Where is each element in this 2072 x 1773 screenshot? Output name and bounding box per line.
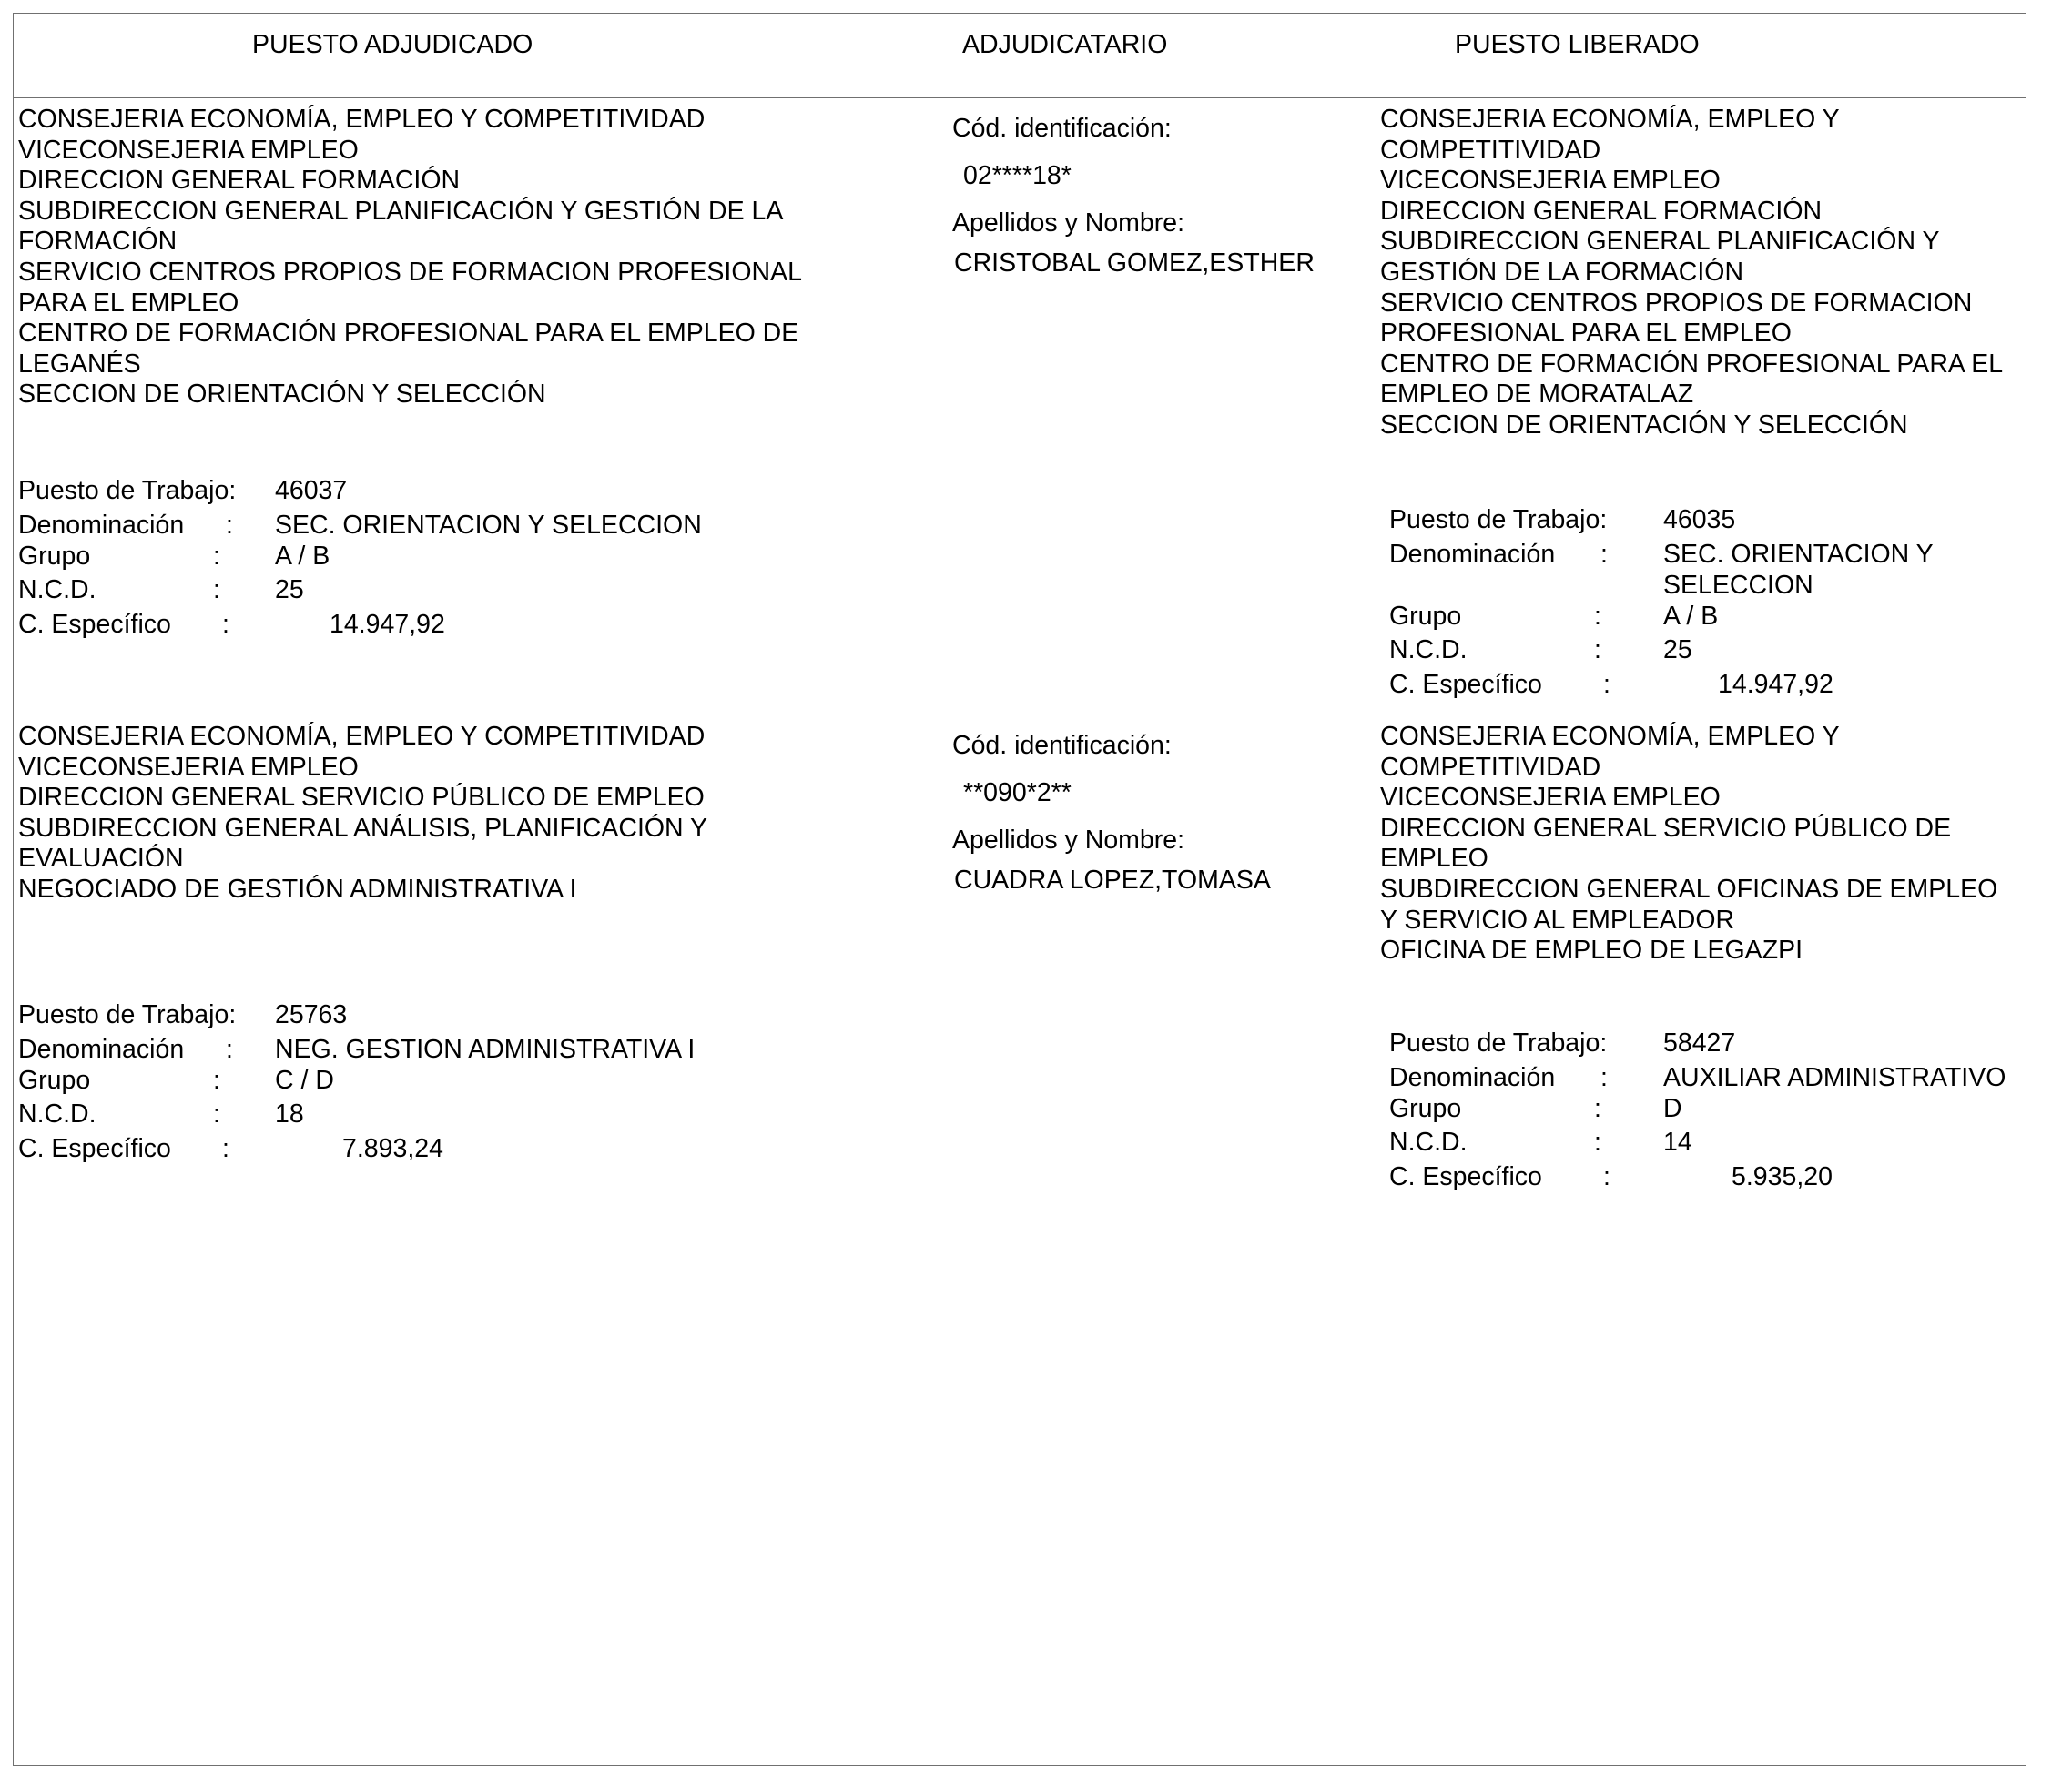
detail-row-denominacion: [18, 1035, 838, 1066]
detail-row-c-especifico: [18, 1134, 838, 1169]
denominacion-label: Denominación: [1389, 539, 1556, 569]
colon: :: [222, 609, 229, 639]
detail-row-c-especifico: [1389, 670, 2026, 704]
grupo-label: Grupo: [1389, 601, 1462, 631]
puesto-trabajo-label: Puesto de Trabajo:: [1389, 505, 1608, 534]
colon: :: [222, 1133, 229, 1163]
org-line: SUBDIRECCION GENERAL PLANIFICACIÓN Y: [1380, 227, 1940, 257]
colon: :: [1600, 1062, 1608, 1092]
org-line: PARA EL EMPLEO: [18, 288, 239, 318]
detail-row-ncd: [1389, 635, 2026, 670]
grupo-value: A / B: [1663, 601, 1719, 631]
detail-row-puesto: [18, 476, 838, 511]
c-especifico-label: C. Específico: [1389, 669, 1542, 699]
org-line: FORMACIÓN: [18, 227, 178, 257]
org-line: DIRECCION GENERAL FORMACIÓN: [18, 166, 461, 196]
ncd-label: N.C.D.: [1389, 635, 1468, 665]
detail-row-puesto: [18, 1000, 838, 1035]
entry-2-liberado-details: [1389, 1028, 2026, 1196]
cod-identificacion-label: Cód. identificación:: [952, 114, 1172, 143]
org-line: EVALUACIÓN: [18, 844, 184, 874]
detail-row-denominacion: [1389, 540, 2026, 571]
detail-row-grupo: [1389, 1094, 2026, 1129]
org-line: CONSEJERIA ECONOMÍA, EMPLEO Y COMPETITIVIDAD: [18, 105, 706, 134]
apellidos-nombre-value: CRISTOBAL GOMEZ,ESTHER: [954, 248, 1315, 278]
detail-row-grupo: [18, 1066, 838, 1100]
org-line: SUBDIRECCION GENERAL PLANIFICACIÓN Y GESTIÓN DE LA: [18, 196, 784, 226]
colon: :: [1594, 635, 1601, 665]
org-line: SECCION DE ORIENTACIÓN Y SELECCIÓN: [1380, 410, 1908, 440]
org-line: EMPLEO DE MORATALAZ: [1380, 380, 1694, 410]
grupo-label: Grupo: [18, 541, 91, 571]
org-line: COMPETITIVIDAD: [1380, 135, 1601, 165]
org-line: COMPETITIVIDAD: [1380, 752, 1601, 782]
grupo-value: C / D: [275, 1065, 334, 1095]
c-especifico-value: 7.893,24: [342, 1133, 443, 1163]
org-line: SUBDIRECCION GENERAL OFICINAS DE EMPLEO: [1380, 874, 1998, 904]
cod-identificacion-value: 02****18*: [963, 161, 1072, 190]
denominacion-value: SEC. ORIENTACION Y SELECCION: [275, 510, 702, 540]
colon: :: [226, 1034, 233, 1064]
header-adjudicatario: ADJUDICATARIO: [962, 30, 1168, 59]
org-line: EMPLEO: [1380, 844, 1488, 874]
detail-row-c-especifico: [1389, 1162, 2026, 1197]
grupo-value: A / B: [275, 541, 330, 571]
puesto-trabajo-value: 46035: [1663, 505, 1736, 534]
grupo-label: Grupo: [18, 1065, 91, 1095]
org-line: CENTRO DE FORMACIÓN PROFESIONAL PARA EL EMPLEO DE: [18, 319, 799, 349]
org-line: SUBDIRECCION GENERAL ANÁLISIS, PLANIFICACIÓN Y: [18, 813, 708, 843]
org-line: VICECONSEJERIA EMPLEO: [18, 135, 359, 165]
denominacion-value-cont: SELECCION: [1663, 570, 1813, 600]
header-divider: [13, 97, 2026, 98]
org-line: GESTIÓN DE LA FORMACIÓN: [1380, 257, 1744, 287]
c-especifico-label: C. Específico: [18, 1133, 171, 1163]
denominacion-label: Denominación: [18, 510, 185, 540]
denominacion-label: Denominación: [18, 1034, 185, 1064]
detail-row-puesto: [1389, 505, 2026, 540]
colon: :: [213, 575, 220, 605]
colon: :: [1594, 1093, 1601, 1123]
apellidos-nombre-label: Apellidos y Nombre:: [952, 208, 1185, 238]
ncd-value: 14: [1663, 1128, 1692, 1158]
colon: :: [213, 1099, 220, 1130]
puesto-trabajo-value: 46037: [275, 476, 348, 505]
org-line: PROFESIONAL PARA EL EMPLEO: [1380, 319, 1792, 349]
org-line: Y SERVICIO AL EMPLEADOR: [1380, 905, 1735, 935]
cod-identificacion-value: **090*2**: [963, 778, 1072, 807]
entry-2-adjudicado-org: [18, 722, 707, 906]
c-especifico-label: C. Específico: [18, 609, 171, 639]
ncd-value: 25: [1663, 635, 1692, 665]
grupo-value: D: [1663, 1093, 1682, 1123]
colon: :: [1600, 539, 1608, 569]
header-puesto-adjudicado: PUESTO ADJUDICADO: [252, 30, 533, 59]
org-line: VICECONSEJERIA EMPLEO: [18, 752, 359, 782]
entry-1-liberado-details: [1389, 505, 2026, 704]
puesto-trabajo-value: 25763: [275, 1000, 348, 1029]
entry-1-adjudicado-org: [18, 105, 802, 410]
colon: :: [226, 510, 233, 540]
org-line: CENTRO DE FORMACIÓN PROFESIONAL PARA EL: [1380, 349, 2004, 379]
puesto-trabajo-label: Puesto de Trabajo:: [1389, 1028, 1608, 1058]
detail-row-denominacion-cont: [1389, 571, 2026, 602]
header-puesto-liberado: PUESTO LIBERADO: [1455, 30, 1700, 59]
denominacion-value: AUXILIAR ADMINISTRATIVO: [1663, 1062, 2006, 1092]
c-especifico-label: C. Específico: [1389, 1161, 1542, 1191]
entry-1-liberado-org: [1380, 105, 2003, 441]
ncd-value: 18: [275, 1099, 304, 1130]
entry-2-liberado-org: [1380, 722, 1997, 967]
detail-row-denominacion: [18, 511, 838, 542]
org-line: VICECONSEJERIA EMPLEO: [1380, 783, 1721, 813]
entry-1-adjudicatario: [952, 113, 1315, 279]
org-line: DIRECCION GENERAL FORMACIÓN: [1380, 196, 1823, 226]
org-line: SERVICIO CENTROS PROPIOS DE FORMACION: [1380, 288, 1973, 318]
puesto-trabajo-label: Puesto de Trabajo:: [18, 1000, 237, 1029]
ncd-label: N.C.D.: [18, 575, 96, 605]
entry-2-adjudicado-details: [18, 1000, 838, 1168]
ncd-value: 25: [275, 575, 304, 605]
grupo-label: Grupo: [1389, 1093, 1462, 1123]
org-line: SECCION DE ORIENTACIÓN Y SELECCIÓN: [18, 380, 546, 410]
entry-1-adjudicado-details: [18, 476, 838, 643]
org-line: CONSEJERIA ECONOMÍA, EMPLEO Y: [1380, 105, 1840, 134]
detail-row-puesto: [1389, 1028, 2026, 1063]
cod-identificacion-label: Cód. identificación:: [952, 731, 1172, 760]
org-line: CONSEJERIA ECONOMÍA, EMPLEO Y COMPETITIVIDAD: [18, 722, 706, 751]
org-line: CONSEJERIA ECONOMÍA, EMPLEO Y: [1380, 722, 1840, 751]
colon: :: [1594, 601, 1601, 631]
detail-row-grupo: [18, 542, 838, 576]
detail-row-ncd: [18, 1099, 838, 1134]
detail-row-denominacion: [1389, 1063, 2026, 1094]
denominacion-label: Denominación: [1389, 1062, 1556, 1092]
detail-row-grupo: [1389, 602, 2026, 636]
entry-2-adjudicatario: [952, 730, 1271, 896]
colon: :: [1603, 669, 1610, 699]
org-line: DIRECCION GENERAL SERVICIO PÚBLICO DE: [1380, 813, 1952, 843]
org-line: NEGOCIADO DE GESTIÓN ADMINISTRATIVA I: [18, 874, 577, 904]
colon: :: [213, 1065, 220, 1095]
puesto-trabajo-value: 58427: [1663, 1028, 1736, 1058]
c-especifico-value: 14.947,92: [1718, 669, 1833, 699]
denominacion-value: NEG. GESTION ADMINISTRATIVA I: [275, 1034, 696, 1064]
colon: :: [213, 541, 220, 571]
ncd-label: N.C.D.: [18, 1099, 96, 1130]
detail-row-ncd: [1389, 1128, 2026, 1162]
puesto-trabajo-label: Puesto de Trabajo:: [18, 476, 237, 505]
colon: :: [1594, 1128, 1601, 1158]
colon: :: [1603, 1161, 1610, 1191]
detail-row-c-especifico: [18, 610, 838, 644]
denominacion-value: SEC. ORIENTACION Y: [1663, 539, 1934, 569]
org-line: SERVICIO CENTROS PROPIOS DE FORMACION PROFESIONAL: [18, 257, 802, 287]
org-line: DIRECCION GENERAL SERVICIO PÚBLICO DE EMPLEO: [18, 783, 705, 813]
org-line: VICECONSEJERIA EMPLEO: [1380, 166, 1721, 196]
ncd-label: N.C.D.: [1389, 1128, 1468, 1158]
detail-row-ncd: [18, 575, 838, 610]
c-especifico-value: 5.935,20: [1732, 1161, 1833, 1191]
org-line: OFICINA DE EMPLEO DE LEGAZPI: [1380, 936, 1803, 966]
org-line: LEGANÉS: [18, 349, 141, 379]
apellidos-nombre-value: CUADRA LOPEZ,TOMASA: [954, 866, 1271, 895]
apellidos-nombre-label: Apellidos y Nombre:: [952, 826, 1185, 855]
c-especifico-value: 14.947,92: [330, 609, 445, 639]
